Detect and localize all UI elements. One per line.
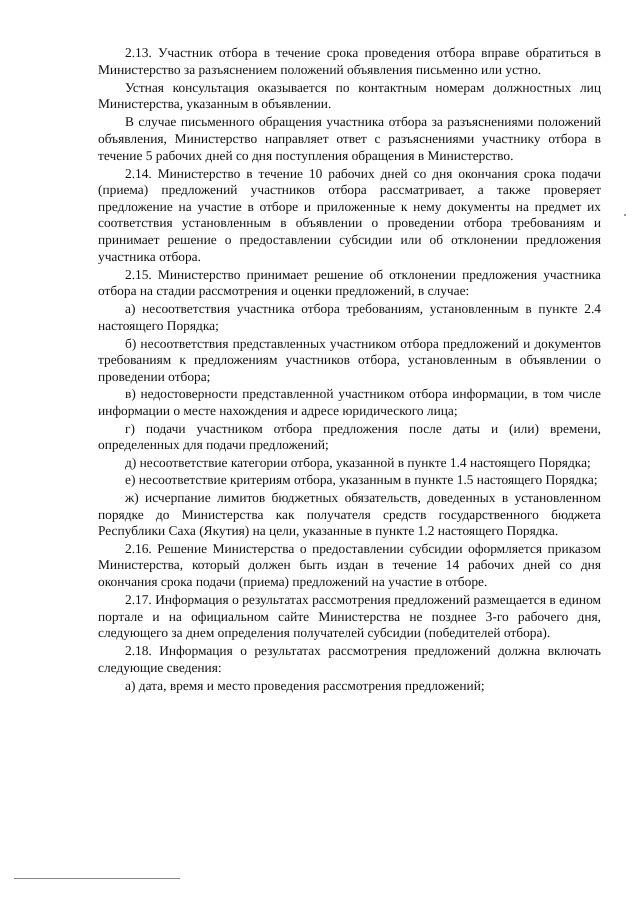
list-item-d: д) несоответствие категории отбора, указанной в пункте 1.4 настоящего Порядка;: [125, 454, 591, 470]
scan-mark: [624, 214, 626, 216]
list-item-a: а) несоответствия участника отбора требованиям, установленным в пункте 2.4 настоящего Порядка;: [98, 301, 601, 333]
paragraph-2-16: 2.16. Решение Министерства о предоставлении субсидии оформляется приказом Министерства, который должен быть издан в течение 14 рабочих дней со дня окончания срока подачи (приема) предложений на участие в отборе.: [98, 540, 601, 589]
footer-rule: [14, 878, 180, 879]
paragraph-2-13: 2.13. Участник отбора в течение срока проведения отбора вправе обратиться в Министерство за разъяснением положений объявления письменно или устно.: [98, 45, 601, 77]
list-item-e: е) несоответствие критериям отбора, указанным в пункте 1.5 настоящего Порядка;: [125, 472, 598, 488]
paragraph-2-17: 2.17. Информация о результатах рассмотрения предложений размещается в едином портале и на официальном сайте Министерства не позднее 3-го рабочего дня, следующего за днем определения получателей субсидии (победителей отбора).: [98, 592, 601, 641]
paragraph-2-18: 2.18. Информация о результатах рассмотрения предложений должна включать следующие сведения:: [98, 643, 601, 675]
list-item-a-2-18: а) дата, время и место проведения рассмотрения предложений;: [125, 677, 485, 693]
list-item-zh: ж) исчерпание лимитов бюджетных обязательств, доведенных в установленном порядке до Министерства как получателя средств государственного бюджета Республики Саха (Якутия) на цели, указанные в пункте 1.2 настоящего Порядка.: [98, 489, 601, 539]
list-item-v: в) недостоверности представленной участником отбора информации, в том числе информации о месте нахождения и адресе юридического лица;: [98, 386, 601, 418]
document-body: [98, 45, 601, 696]
paragraph-written-request: В случае письменного обращения участника отбора за разъяснениями положений объявления, Министерство направляет ответ с разъяснениями участнику отбора в течение 5 рабочих дней со дня поступления обращения в Министерство.: [98, 114, 601, 163]
list-item-g: г) подачи участником отбора предложения после даты и (или) времени, определенных для подачи предложений;: [98, 420, 601, 453]
paragraph-2-14: 2.14. Министерство в течение 10 рабочих дней со дня окончания срока подачи (приема) предложений участников отбора рассматривает, а также проверяет предложение на участие в отборе и приложенные к нему документы на предмет их соответствия установленным в объявлении о проведении отбора требованиям и принимает решение о предоставлении субсидии или об отклонении предложения участника отбора.: [98, 165, 601, 264]
list-item-b: б) несоответствия представленных участником отбора предложений и документов требованиям к предложениям участников отбора, установленным в объявлении о проведении отбора;: [98, 335, 601, 384]
paragraph-2-15: 2.15. Министерство принимает решение об отклонении предложения участника отбора на стадии рассмотрения и оценки предложений, в случае:: [98, 266, 601, 299]
paragraph-oral-consultation: Устная консультация оказывается по контактным номерам должностных лиц Министерства, указанным в объявлении.: [98, 79, 601, 112]
